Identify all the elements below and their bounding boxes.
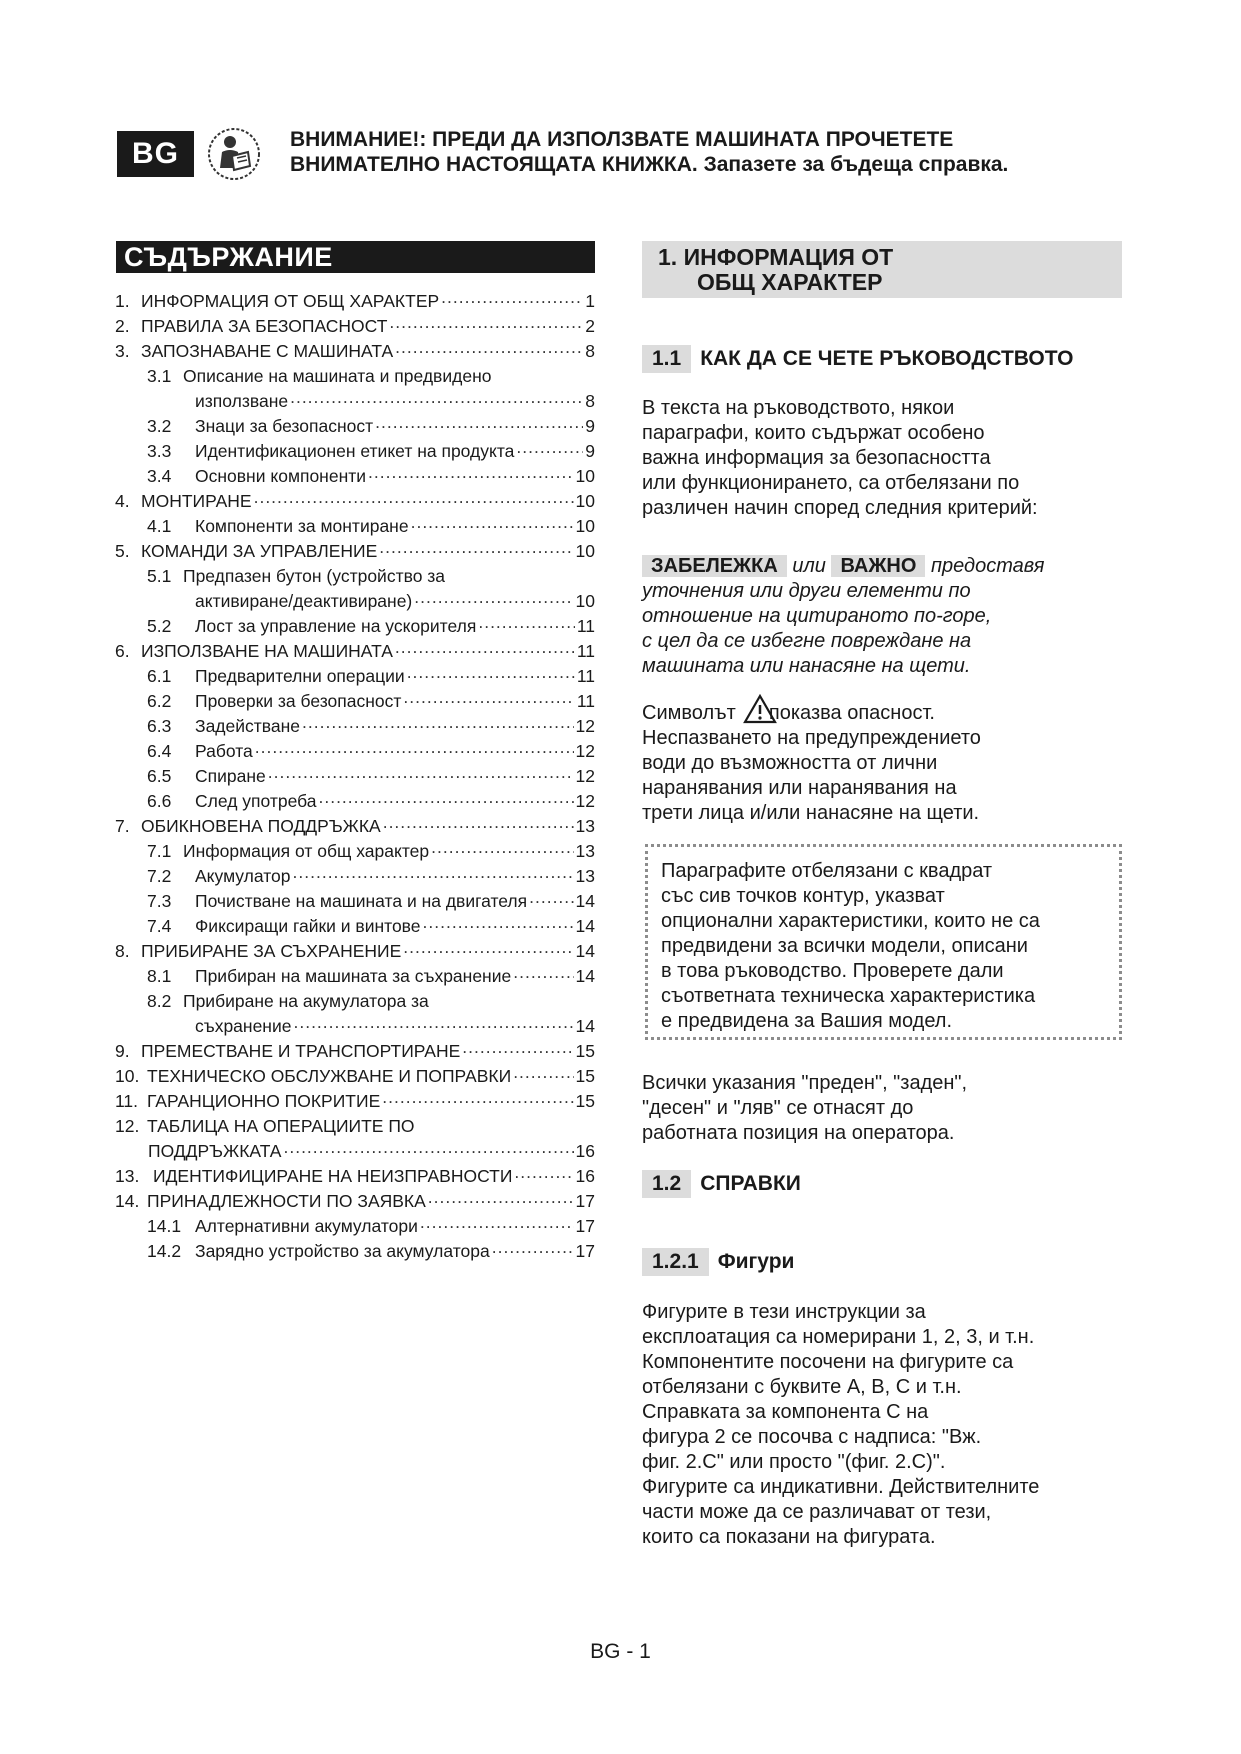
toc-entry[interactable]: 9. ПРЕМЕСТВАНЕ И ТРАНСПОРТИРАНЕ ..... 15 [115,1039,595,1064]
toc-entry[interactable]: 13. ИДЕНТИФИЦИРАНЕ НА НЕИЗПРАВНОСТИ ..... 16 [115,1164,595,1189]
section-1-2-heading [642,1170,801,1198]
language-badge: BG [117,131,194,177]
toc-entry[interactable]: 5.2 Лост за управление на ускорителя ..... 11 [115,614,595,639]
toc-entry[interactable]: 2. ПРАВИЛА ЗА БЕЗОПАСНОСТ ..... 2 [115,314,595,339]
toc-heading: СЪДЪРЖАНИЕ [116,241,595,273]
toc-entry[interactable]: 7.2 Акумулатор ..... 13 [115,864,595,889]
read-manual-icon [208,128,260,180]
toc-entry[interactable]: 3.3 Идентификационен етикет на продукта ..... 9 [115,439,595,464]
toc-entry-cont[interactable]: съхранение ..... 14 [115,1014,595,1039]
toc-entry-cont[interactable]: използване ..... 8 [115,389,595,414]
note-badge: ЗАБЕЛЕЖКА [642,555,787,577]
warning-line-2: ВНИМАТЕЛНО НАСТОЯЩАТА КНИЖКА. Запазете за бъдеща справка. [290,153,1009,176]
toc-entry[interactable]: 14.2 Зарядно устройство за акумулатора ..... 17 [115,1239,595,1264]
toc-entry-cont[interactable]: активиране/деактивиране) ..... 10 [115,589,595,614]
warning-line-1: ВНИМАНИЕ!: ПРЕДИ ДА ИЗПОЛЗВАТЕ МАШИНАТА ПРОЧЕТЕТЕ [290,128,954,151]
warning-header [290,127,1190,177]
toc-entry[interactable]: 12. ТАБЛИЦА НА ОПЕРАЦИИТЕ ПО [115,1116,415,1136]
toc-entry[interactable]: 6. ИЗПОЛЗВАНЕ НА МАШИНАТА ..... 11 [115,639,595,664]
important-badge: ВАЖНО [831,555,925,577]
directions-paragraph: Всички указания "преден", "заден", "десен" и "ляв" се отнасят до работната позиция на оператора. [642,1072,968,1144]
toc-entry[interactable]: 8.2 Прибиране на акумулатора за [147,991,429,1011]
toc-entry[interactable]: 6.6 След употреба ..... 12 [115,789,595,814]
note-paragraph: ЗАБЕЛЕЖКА или ВАЖНО предоставя уточнения или други елементи по отношение на цитираното по-горе, с цел да се избегне повреждане на машината или нанасяне на щети. [642,555,1045,677]
section-1-heading: 1. ИНФОРМАЦИЯ ОТ ОБЩ ХАРАКТЕР [642,241,1122,298]
table-of-contents [115,289,595,1264]
toc-entry[interactable]: 14. ПРИНАДЛЕЖНОСТИ ПО ЗАЯВКА ..... 17 [115,1189,595,1214]
toc-entry[interactable]: 7.4 Фиксиращи гайки и винтове ..... 14 [115,914,595,939]
toc-entry[interactable]: 7.1 Информация от общ характер ..... 13 [115,839,595,864]
page-number: BG - 1 [590,1640,651,1663]
toc-entry-cont[interactable]: ПОДДРЪЖКАТА ..... 16 [115,1139,595,1164]
toc-entry[interactable]: 6.5 Спиране ..... 12 [115,764,595,789]
intro-paragraph: В текста на ръководството, някои параграфи, които съдържат особено важна информация за безопасността или функционирането, са отбелязани по различен начин според следния критерий: [642,397,1038,519]
toc-entry[interactable]: 7. ОБИКНОВЕНА ПОДДРЪЖКА ..... 13 [115,814,595,839]
section-1-1-heading [642,345,1073,373]
toc-entry[interactable]: 6.4 Работа ..... 12 [115,739,595,764]
section-title: Фигури [717,1250,795,1273]
toc-entry[interactable]: 3.1 Описание на машината и предвидено [147,366,492,386]
toc-entry[interactable]: 8. ПРИБИРАНЕ ЗА СЪХРАНЕНИЕ ..... 14 [115,939,595,964]
danger-paragraph: Символът показва опасност. Неспазването на предупреждението води до възможността от лични наранявания или наранявания на трети лица и/или нанасяне на щети. [642,694,1122,826]
toc-entry[interactable]: 6.1 Предварителни операции ..... 11 [115,664,595,689]
toc-entry[interactable]: 10. ТЕХНИЧЕСКО ОБСЛУЖВАНЕ И ПОПРАВКИ ..... 15 [115,1064,595,1089]
toc-entry[interactable]: 4. МОНТИРАНЕ ..... 10 [115,489,595,514]
toc-entry[interactable]: 14.1 Алтернативни акумулатори ..... 17 [115,1214,595,1239]
toc-entry[interactable]: 3.2 Знаци за безопасност ..... 9 [115,414,595,439]
toc-entry[interactable]: 11. ГАРАНЦИОННО ПОКРИТИЕ ..... 15 [115,1089,595,1114]
toc-entry[interactable]: 5.1 Предпазен бутон (устройство за [147,566,446,586]
section-number: 1.2.1 [642,1248,709,1276]
figures-paragraph: Фигурите в тези инструкции за експлоатация са номерирани 1, 2, 3, и т.н. Компонентите посочени на фигурите са отбелязани с буквите А, В, С и т.н. Справката за компонента С на фигура 2 се посочва с надписа: "Вж. фиг. 2.С" или просто "(фиг. 2.С)". Фигурите са индикативни. Действителните части може да се различават от тези, които са показани на фигурата. [642,1301,1040,1548]
toc-entry[interactable]: 3. ЗАПОЗНАВАНЕ С МАШИНАТА ..... 8 [115,339,595,364]
toc-entry[interactable]: 4.1 Компоненти за монтиране ..... 10 [115,514,595,539]
toc-entry[interactable]: 8.1 Прибиран на машината за съхранение ..... 14 [115,964,595,989]
optional-features-box: Параграфите отбелязани с квадрат със сив точков контур, указват опционални характеристики, които не са предвидени за всички модели, описани в това ръководство. Проверете дали съответната техническа характеристика е предвидена за Вашия модел. [645,844,1122,1040]
section-title: СПРАВКИ [700,1172,801,1195]
toc-entry[interactable]: 6.3 Задействане ..... 12 [115,714,595,739]
toc-entry[interactable]: 7.3 Почистване на машината и на двигателя ..... 14 [115,889,595,914]
toc-entry[interactable]: 1. ИНФОРМАЦИЯ ОТ ОБЩ ХАРАКТЕР ..... 1 [115,289,595,314]
toc-entry[interactable]: 3.4 Основни компоненти ..... 10 [115,464,595,489]
section-number: 1.1 [642,345,691,373]
section-number: 1.2 [642,1170,691,1198]
section-1-2-1-heading [642,1248,794,1276]
section-title: КАК ДА СЕ ЧЕТЕ РЪКОВОДСТВОТО [700,347,1074,370]
toc-entry[interactable]: 5. КОМАНДИ ЗА УПРАВЛЕНИЕ ..... 10 [115,539,595,564]
toc-entry[interactable]: 6.2 Проверки за безопасност ..... 11 [115,689,595,714]
